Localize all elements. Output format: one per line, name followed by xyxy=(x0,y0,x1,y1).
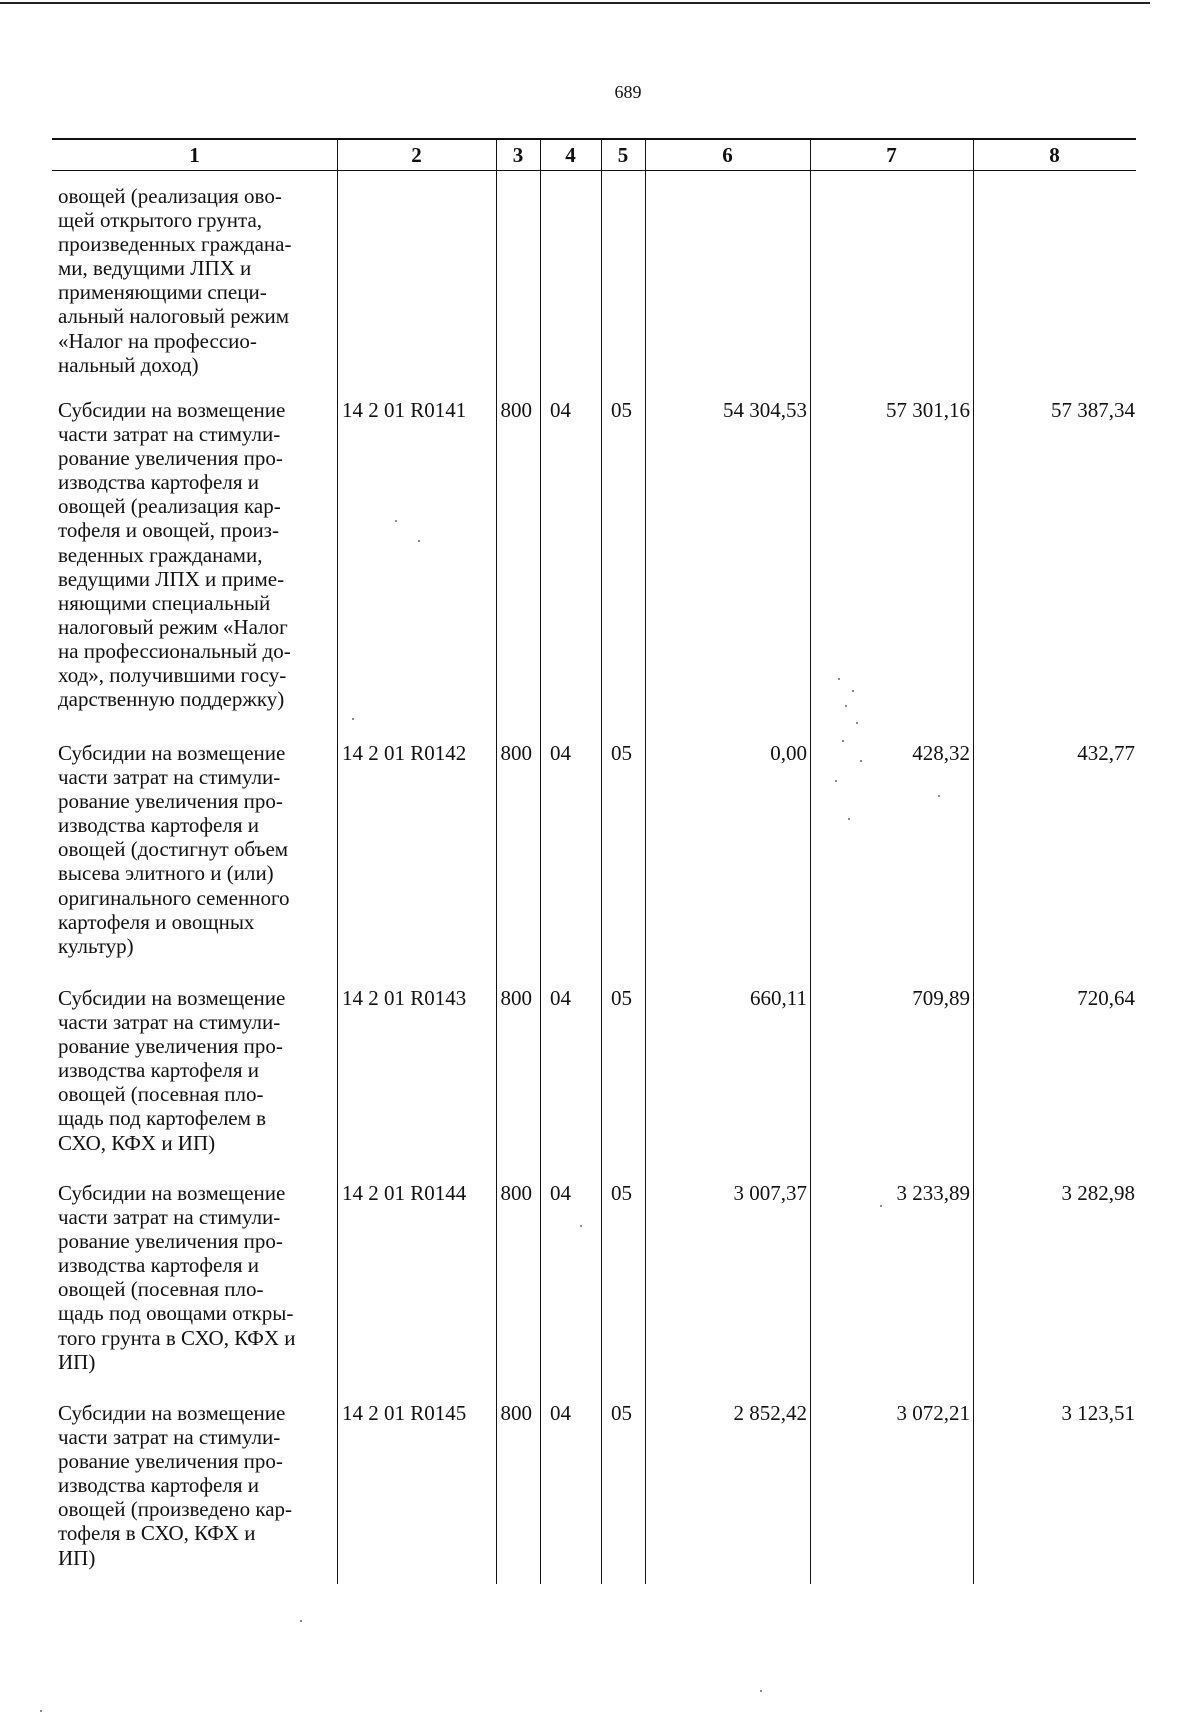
row-col3: 800 xyxy=(500,986,532,1010)
row-col6: 3 007,37 xyxy=(733,1181,807,1205)
row-description: Субсидии на возмещение части затрат на стимули- рование увеличения про- изводства картофеля и овощей (посевная пло- щадь под овощами откры- того грунта в СХО, КФХ и ИП) xyxy=(58,1181,296,1374)
row-col7: 3 072,21 xyxy=(896,1401,970,1425)
row-col7: 57 301,16 xyxy=(886,398,970,422)
row-col3: 800 xyxy=(500,398,532,422)
row-col8: 720,64 xyxy=(1077,986,1135,1010)
row-description: Субсидии на возмещение части затрат на стимули- рование увеличения про- изводства картофеля и овощей (достигнут объем высева элитного и (или) оригинального семенного картофеля и овощных культур) xyxy=(58,741,290,958)
column-rule-1 xyxy=(337,138,338,1584)
row-col5: 05 xyxy=(611,1181,632,1205)
row-col8: 432,77 xyxy=(1077,741,1135,765)
row-col6: 660,11 xyxy=(750,986,807,1010)
row-col6: 2 852,42 xyxy=(733,1401,807,1425)
row-col4: 04 xyxy=(550,986,571,1010)
row-description: овощей (реализация ово- щей открытого грунта, произведенных граждана- ми, ведущими ЛПХ и применяющими специ- альный налоговый режим «Налог на профессио- нальный доход) xyxy=(58,184,292,377)
row-col6: 0,00 xyxy=(770,741,807,765)
scan-speck xyxy=(842,740,844,742)
column-header-3: 3 xyxy=(512,143,524,167)
row-code: 14 2 01 R0143 xyxy=(342,986,467,1010)
row-col5: 05 xyxy=(611,398,632,422)
row-col3: 800 xyxy=(500,1181,532,1205)
row-description: Субсидии на возмещение части затрат на стимули- рование увеличения про- изводства картофеля и овощей (реализация кар- тофеля и овощей, произ- веденных гражданами, ведущими ЛПХ и приме- няющими специальный налоговый режим «Налог на профессиональный до- ход», получившими госу- дарственную поддержку) xyxy=(58,398,291,712)
row-code: 14 2 01 R0141 xyxy=(342,398,467,422)
row-col7: 709,89 xyxy=(912,986,970,1010)
column-rule-5 xyxy=(645,138,646,1584)
scan-speck xyxy=(938,795,940,797)
scan-speck xyxy=(835,780,837,782)
column-rule-3 xyxy=(540,138,541,1584)
scan-speck xyxy=(852,690,854,692)
column-header-4: 4 xyxy=(565,143,576,167)
row-col8: 3 123,51 xyxy=(1061,1401,1135,1425)
column-rule-7 xyxy=(973,138,974,1584)
row-description: Субсидии на возмещение части затрат на стимули- рование увеличения про- изводства картофеля и овощей (посевная пло- щадь под картофелем в СХО, КФХ и ИП) xyxy=(58,986,286,1155)
row-col8: 57 387,34 xyxy=(1051,398,1135,422)
row-code: 14 2 01 R0142 xyxy=(342,741,467,765)
column-header-7: 7 xyxy=(886,143,897,167)
page-top-edge xyxy=(0,2,1150,4)
scan-speck xyxy=(395,520,397,522)
row-col4: 04 xyxy=(550,1181,571,1205)
scan-speck xyxy=(418,540,420,542)
row-col3: 800 xyxy=(500,1401,532,1425)
column-rule-4 xyxy=(601,138,602,1584)
row-col6: 54 304,53 xyxy=(723,398,807,422)
row-col8: 3 282,98 xyxy=(1061,1181,1135,1205)
scan-speck xyxy=(352,718,354,720)
scan-speck xyxy=(860,760,862,762)
scan-speck xyxy=(880,1205,882,1207)
column-rule-2 xyxy=(496,138,497,1584)
column-header-6: 6 xyxy=(722,143,733,167)
column-header-1: 1 xyxy=(189,143,200,167)
row-col7: 3 233,89 xyxy=(896,1181,970,1205)
scan-speck xyxy=(580,1225,582,1227)
column-rule-6 xyxy=(810,138,811,1584)
row-code: 14 2 01 R0144 xyxy=(342,1181,467,1205)
row-col3: 800 xyxy=(500,741,532,765)
scan-speck xyxy=(40,1710,42,1712)
page-number: 689 xyxy=(614,82,642,102)
row-col4: 04 xyxy=(550,741,571,765)
column-header-2: 2 xyxy=(411,143,422,167)
row-col5: 05 xyxy=(611,741,632,765)
row-col4: 04 xyxy=(550,398,571,422)
row-description: Субсидии на возмещение части затрат на стимули- рование увеличения про- изводства картофеля и овощей (произведено кар- тофеля в СХО, КФХ и ИП) xyxy=(58,1401,293,1570)
row-col5: 05 xyxy=(611,986,632,1010)
row-code: 14 2 01 R0145 xyxy=(342,1401,467,1425)
column-header-8: 8 xyxy=(1049,143,1060,167)
row-col4: 04 xyxy=(550,1401,571,1425)
scan-speck xyxy=(300,1620,302,1622)
column-header-5: 5 xyxy=(617,143,629,167)
scan-speck xyxy=(845,705,847,707)
scan-speck xyxy=(760,1690,762,1692)
scan-speck xyxy=(838,678,840,680)
scan-speck xyxy=(856,722,858,724)
scan-speck xyxy=(848,818,850,820)
row-col7: 428,32 xyxy=(912,741,970,765)
row-col5: 05 xyxy=(611,1401,632,1425)
